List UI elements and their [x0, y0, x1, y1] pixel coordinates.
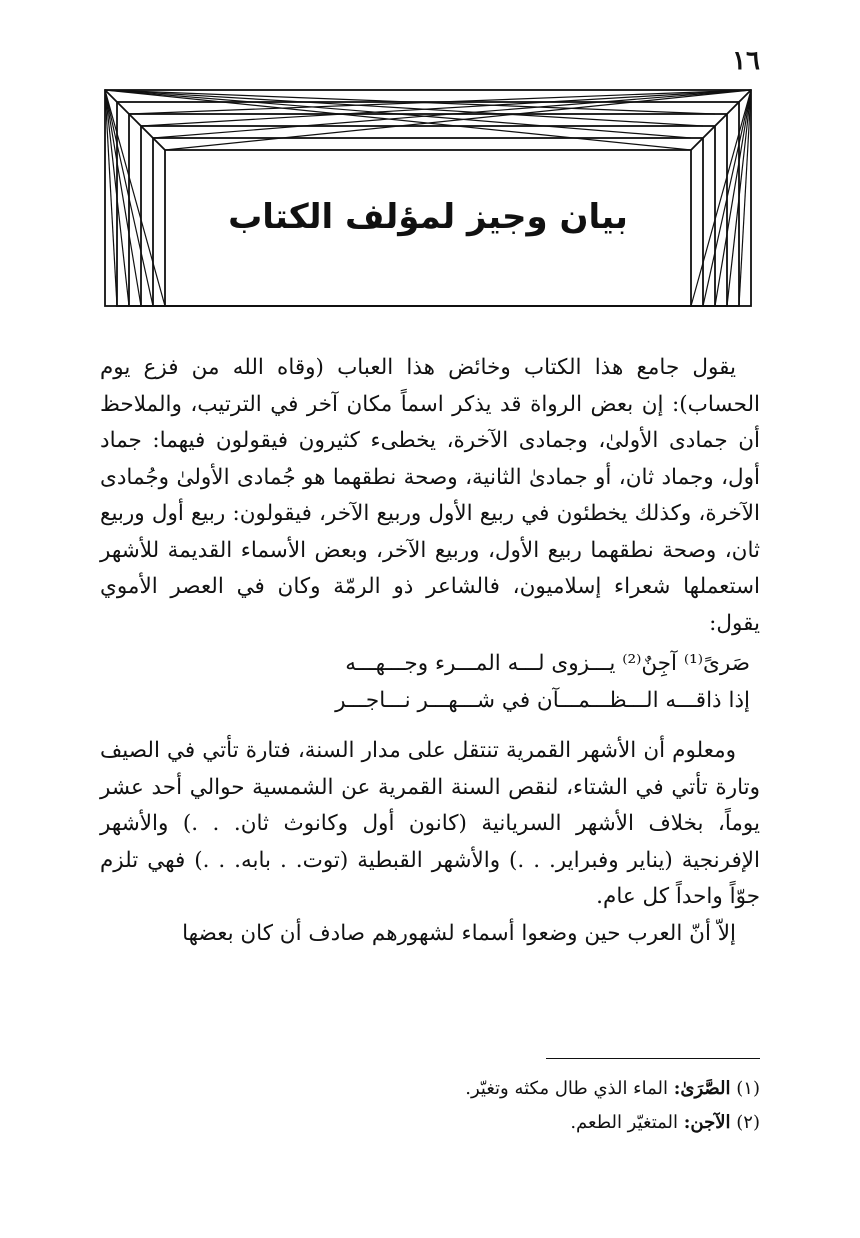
footnote-text: الماء الذي طال مكثه وتغيّر.: [465, 1078, 669, 1099]
footnote-1: [100, 1072, 760, 1106]
footnote-number: (١): [736, 1078, 760, 1099]
footnote-divider: [546, 1058, 760, 1059]
footnote-number: (٢): [736, 1112, 760, 1133]
footnote-text: المتغيّر الطعم.: [570, 1112, 679, 1133]
chapter-title: بيان وجيز لمؤلف الكتاب: [228, 197, 628, 237]
verse-line-2: إذا ذاقـــه الـــظـــمـــآن في شـــهـــر نـــاجـــر: [335, 687, 750, 713]
paragraph-2: ومعلوم أن الأشهر القمرية تنتقل على مدار السنة، فتارة تأتي في الصيف وتارة تأتي في الشتاء، لنقص السنة القمرية عن الشمسية حوالي أحد عشر يوماً، بخلاف الأشهر السريانية (كانون أول وكانوث ثان. . .) والأشهر الإفرنجية (يناير وفبراير. . .) والأشهر القبطية (توت. . بابه. . .) فهي تلزم جوّاً واحداً كل عام.: [100, 738, 760, 909]
body-text: [100, 350, 760, 952]
poetry-verse: [100, 646, 760, 719]
footnote-2: [100, 1106, 760, 1140]
title-frame: [104, 89, 752, 307]
footnotes: [100, 1072, 760, 1140]
paragraph-1: يقول جامع هذا الكتاب وخائض هذا العباب (وقاه الله من فزع يوم الحساب): إن بعض الرواة قد يذكر اسماً مكان آخر في الترتيب، والملاحظ أن جمادى الأولىٰ، وجمادى الآخرة، يخطىء كثيرون فيقولون فيهما: جماد أول، وجماد ثان، أو جمادىٰ الثانية، وصحة نطقهما هو جُمادى الأولىٰ وجُمادى الآخرة، وكذلك يخطئون في ربيع الأول وربيع الآخر، فيقولون: ربيع أول وربيع ثان، وصحة نطقهما ربيع الأول، وربيع الآخر، وبعض الأسماء القديمة للأشهر استعملها شعراء إسلاميون، فالشاعر ذو الرمّة وكان في العصر الأموي يقول:: [100, 355, 760, 636]
footnote-term: الآجن:: [683, 1112, 731, 1133]
footnote-term: الصَّرَىٰ:: [673, 1078, 731, 1099]
paragraph-3: إلاّ أنّ العرب حين وضعوا أسماء لشهورهم صادف أن كان بعضها: [182, 920, 736, 946]
page-number: ١٦: [732, 46, 760, 76]
verse-line-1: صَرىً⁽¹⁾ آجِنٌ⁽²⁾ يـــزوى لـــه المـــرء وجـــهـــه: [345, 651, 750, 676]
